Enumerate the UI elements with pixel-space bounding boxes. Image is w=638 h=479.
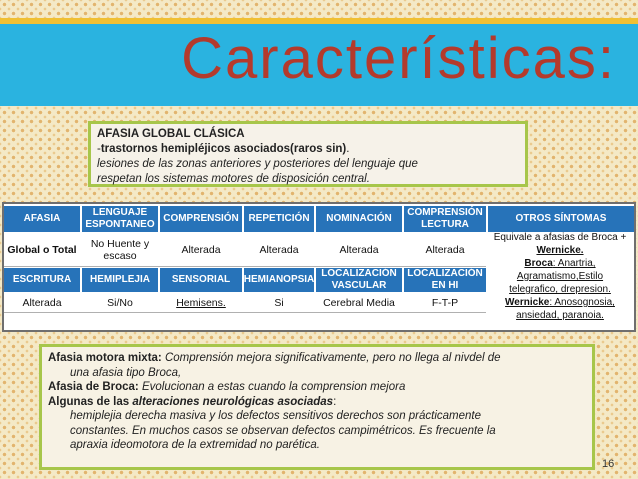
global-aphasia-line3: respetan los sistemas motores de disposición central. [97, 173, 370, 185]
th-comprension-lectura: COMPRENSIÓN LECTURA [404, 206, 486, 232]
row-divider [4, 312, 486, 313]
th-otros-sintomas: OTROS SÍNTOMAS [488, 206, 634, 232]
cell-nominacion: Alterada [339, 244, 379, 256]
notes-box [39, 344, 595, 470]
th-nominacion: NOMINACIÓN [316, 206, 402, 232]
cell-localizacion-vascular: Cerebral Media [323, 297, 395, 309]
th-escritura: ESCRITURA [4, 268, 80, 292]
cell-hemiplejia: Si/No [107, 297, 133, 309]
other-line2: Wernicke. [536, 245, 584, 256]
th-repeticion: REPETICIÓN [244, 206, 314, 232]
th-localizacion-hi: LOCALIZACIÓN EN HI [404, 268, 486, 292]
cell-hemianopsia: Si [274, 297, 284, 309]
cell-lenguaje: No Huente y escaso [90, 238, 150, 262]
note-alteraciones-line1: hemiplejia derecha masiva y los defectos sensitivos derechos son prácticamente [70, 410, 482, 422]
global-aphasia-box [88, 121, 528, 187]
other-line5: telegrafico, drepresion. [509, 284, 611, 295]
cell-localizacion-hi: F-T-P [431, 297, 459, 309]
other-line4: Agramatismo,Estilo [516, 271, 604, 282]
note-afasia-broca: Afasia de Broca: Evolucionan a estas cuando la comprension mejora [48, 381, 406, 393]
th-localizacion-vascular: LOCALIZACIÓN VASCULAR [316, 268, 402, 292]
cell-global-total: Global o Total [7, 244, 77, 256]
note-alteraciones-line3: apraxia ideomotora de la extremidad no parética. [70, 439, 320, 451]
cell-repeticion: Alterada [259, 244, 299, 256]
other-line1: Equivale a afasias de Broca + [493, 232, 627, 243]
note-afasia-motora-mixta: Afasia motora mixta: Comprensión mejora significativamente, pero no llega al nivdel de [48, 352, 501, 364]
cell-sensorial: Hemisens. [176, 297, 226, 309]
global-aphasia-heading: AFASIA GLOBAL CLÁSICA [97, 128, 245, 140]
slide-number: 16 [602, 458, 615, 470]
global-aphasia-line1: -trastornos hemipléjicos asociados(raros sin). [97, 143, 350, 155]
th-lenguaje: LENGUAJE ESPONTANEO [82, 206, 158, 232]
th-comprension: COMPRENSIÓN [160, 206, 242, 232]
cell-comprension-lectura: Alterada [425, 244, 465, 256]
title-band-accent [0, 18, 638, 24]
other-symptoms-cell [488, 231, 632, 328]
th-sensorial: SENSORIAL [160, 268, 242, 292]
note-afasia-motora-mixta-cont: una afasia tipo Broca, [70, 366, 182, 379]
cell-escritura: Alterada [22, 297, 62, 309]
row-divider [4, 266, 486, 267]
th-hemiplejia: HEMIPLEJIA [82, 268, 158, 292]
note-alteraciones-line2: constantes. En muchos casos se observan defectos campimétricos. Es frecuente la [70, 424, 496, 437]
other-line3: Broca: Anartria, [524, 258, 596, 269]
other-line6: Wernicke: Anosognosia, [505, 297, 615, 308]
slide-title: Características: [181, 26, 616, 91]
title-band [0, 18, 638, 106]
global-aphasia-line2: lesiones de las zonas anteriores y posteriores del lenguaje que [97, 158, 418, 170]
th-hemianopsia: HEMIANOPSIA [244, 268, 314, 292]
th-afasia: AFASIA [4, 206, 80, 232]
cell-comprension: Alterada [181, 244, 221, 256]
other-line7: ansiedad, paranoia. [516, 310, 604, 321]
note-alteraciones: Algunas de las alteraciones neurológicas asociadas: [48, 395, 337, 408]
